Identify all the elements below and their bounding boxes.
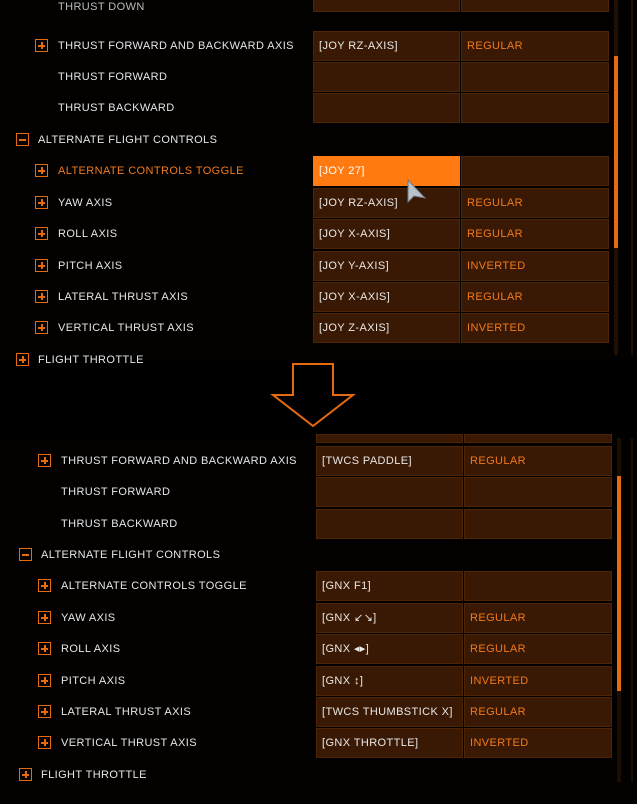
scrollbar-thumb[interactable] xyxy=(617,476,621,691)
row-label: YAW AXIS xyxy=(58,197,113,209)
row-alternate-controls-toggle[interactable] xyxy=(0,156,620,186)
expand-icon[interactable] xyxy=(35,196,48,209)
section-label: FLIGHT THROTTLE xyxy=(41,769,147,781)
row-label: LATERAL THRUST AXIS xyxy=(61,706,192,718)
expand-icon[interactable] xyxy=(38,579,51,592)
row-label: ROLL AXIS xyxy=(58,228,118,240)
mode-cell[interactable]: INVERTED xyxy=(464,666,612,696)
mode-cell[interactable]: REGULAR xyxy=(461,282,609,312)
mode-cell[interactable] xyxy=(461,156,609,186)
expand-icon[interactable] xyxy=(35,290,48,303)
row-roll-axis[interactable] xyxy=(0,219,620,249)
row-alternate-controls-toggle[interactable] xyxy=(0,571,620,601)
binding-cell[interactable]: [JOY 27] xyxy=(313,156,460,186)
row-lateral-thrust-axis[interactable] xyxy=(0,282,620,312)
binding-cell[interactable] xyxy=(313,0,460,12)
binding-cell[interactable]: [GNX ↕] xyxy=(316,666,463,696)
section-alternate-flight-controls[interactable] xyxy=(0,540,620,570)
mode-cell[interactable]: REGULAR xyxy=(461,219,609,249)
down-arrow-icon xyxy=(270,362,356,430)
mode-cell[interactable]: REGULAR xyxy=(464,446,612,476)
collapse-icon[interactable] xyxy=(19,548,32,561)
row-thrust-backward[interactable] xyxy=(0,93,620,123)
expand-icon[interactable] xyxy=(35,321,48,334)
binding-cell[interactable]: [JOY Z-AXIS] xyxy=(313,313,460,343)
binding-cell[interactable]: [JOY RZ-AXIS] xyxy=(313,31,460,61)
expand-icon[interactable] xyxy=(38,454,51,467)
expand-icon[interactable] xyxy=(38,736,51,749)
row-thrust-forward-backward-axis[interactable] xyxy=(0,446,620,476)
binding-cell[interactable]: [TWCS THUMBSTICK X] xyxy=(316,697,463,727)
row-thrust-forward[interactable] xyxy=(0,477,620,507)
row-pitch-axis[interactable] xyxy=(0,666,620,696)
collapse-icon[interactable] xyxy=(16,133,29,146)
mode-cell[interactable] xyxy=(461,0,609,12)
row-vertical-thrust-axis[interactable] xyxy=(0,728,620,758)
binding-cell[interactable] xyxy=(316,477,463,507)
row-label: ALTERNATE CONTROLS TOGGLE xyxy=(58,165,244,177)
row-label: THRUST FORWARD AND BACKWARD AXIS xyxy=(61,455,297,467)
row-label: LATERAL THRUST AXIS xyxy=(58,291,189,303)
expand-icon[interactable] xyxy=(38,642,51,655)
controls-list-before xyxy=(0,0,637,366)
expand-icon[interactable] xyxy=(35,259,48,272)
mode-cell[interactable] xyxy=(464,477,612,507)
outer-scrollbar-track[interactable] xyxy=(631,0,633,355)
row-label: YAW AXIS xyxy=(61,612,116,624)
scrollbar-thumb[interactable] xyxy=(614,56,618,248)
binding-cell[interactable]: [GNX ◂▸] xyxy=(316,634,463,664)
mode-cell[interactable]: REGULAR xyxy=(464,634,612,664)
row-thrust-forward-backward-axis[interactable] xyxy=(0,31,620,61)
row-thrust-forward[interactable] xyxy=(0,62,620,92)
row-label: PITCH AXIS xyxy=(58,260,123,272)
expand-icon[interactable] xyxy=(35,164,48,177)
controls-list-after xyxy=(0,438,637,804)
binding-cell[interactable]: [GNX THROTTLE] xyxy=(316,728,463,758)
mode-cell[interactable] xyxy=(464,434,612,443)
row-lateral-thrust-axis[interactable] xyxy=(0,697,620,727)
expand-icon[interactable] xyxy=(38,705,51,718)
row-label: THRUST FORWARD xyxy=(61,486,171,498)
section-flight-throttle[interactable] xyxy=(0,760,620,790)
binding-cell[interactable]: [GNX F1] xyxy=(316,571,463,601)
mode-cell[interactable] xyxy=(464,571,612,601)
binding-cell[interactable]: [JOY Y-AXIS] xyxy=(313,251,460,281)
binding-cell[interactable] xyxy=(313,93,460,123)
row-vertical-thrust-axis[interactable] xyxy=(0,313,620,343)
mode-cell[interactable]: REGULAR xyxy=(461,188,609,218)
row-label: ROLL AXIS xyxy=(61,643,121,655)
mode-cell[interactable]: INVERTED xyxy=(461,251,609,281)
row-label: THRUST FORWARD xyxy=(58,71,168,83)
binding-cell[interactable]: [GNX ↙︎↘︎] xyxy=(316,603,463,633)
binding-cell[interactable] xyxy=(313,62,460,92)
section-label: ALTERNATE FLIGHT CONTROLS xyxy=(38,134,218,146)
row-label: PITCH AXIS xyxy=(61,675,126,687)
mode-cell[interactable] xyxy=(461,62,609,92)
binding-cell[interactable]: [TWCS PADDLE] xyxy=(316,446,463,476)
binding-cell[interactable]: [JOY X-AXIS] xyxy=(313,282,460,312)
binding-cell[interactable] xyxy=(316,434,463,443)
expand-icon[interactable] xyxy=(19,768,32,781)
expand-icon[interactable] xyxy=(38,611,51,624)
row-label: ALTERNATE CONTROLS TOGGLE xyxy=(61,580,247,592)
row-thrust-backward[interactable] xyxy=(0,509,620,539)
row-yaw-axis[interactable] xyxy=(0,188,620,218)
binding-cell[interactable]: [JOY X-AXIS] xyxy=(313,219,460,249)
cursor-icon xyxy=(405,178,429,206)
expand-icon[interactable] xyxy=(16,353,29,366)
binding-cell[interactable] xyxy=(316,509,463,539)
expand-icon[interactable] xyxy=(38,674,51,687)
row-pitch-axis[interactable] xyxy=(0,251,620,281)
mode-cell[interactable] xyxy=(461,93,609,123)
section-label: ALTERNATE FLIGHT CONTROLS xyxy=(41,549,221,561)
mode-cell[interactable]: INVERTED xyxy=(464,728,612,758)
expand-icon[interactable] xyxy=(35,39,48,52)
expand-icon[interactable] xyxy=(35,227,48,240)
binding-cell[interactable]: [JOY RZ-AXIS] xyxy=(313,188,460,218)
row-label: VERTICAL THRUST AXIS xyxy=(58,322,194,334)
row-yaw-axis[interactable] xyxy=(0,603,620,633)
row-label: THRUST BACKWARD xyxy=(61,518,178,530)
section-label: FLIGHT THROTTLE xyxy=(38,354,144,366)
row-roll-axis[interactable] xyxy=(0,634,620,664)
row-label: THRUST BACKWARD xyxy=(58,102,175,114)
row-label: THRUST DOWN xyxy=(58,1,145,13)
mode-cell[interactable]: REGULAR xyxy=(464,603,612,633)
row-label: THRUST FORWARD AND BACKWARD AXIS xyxy=(58,40,294,52)
section-alternate-flight-controls[interactable] xyxy=(0,125,620,155)
mode-cell[interactable]: INVERTED xyxy=(461,313,609,343)
mode-cell[interactable]: REGULAR xyxy=(461,31,609,61)
row-label: VERTICAL THRUST AXIS xyxy=(61,737,197,749)
row-thrust-down[interactable] xyxy=(0,0,620,30)
mode-cell[interactable] xyxy=(464,509,612,539)
mode-cell[interactable]: REGULAR xyxy=(464,697,612,727)
outer-scrollbar-track[interactable] xyxy=(631,438,633,782)
